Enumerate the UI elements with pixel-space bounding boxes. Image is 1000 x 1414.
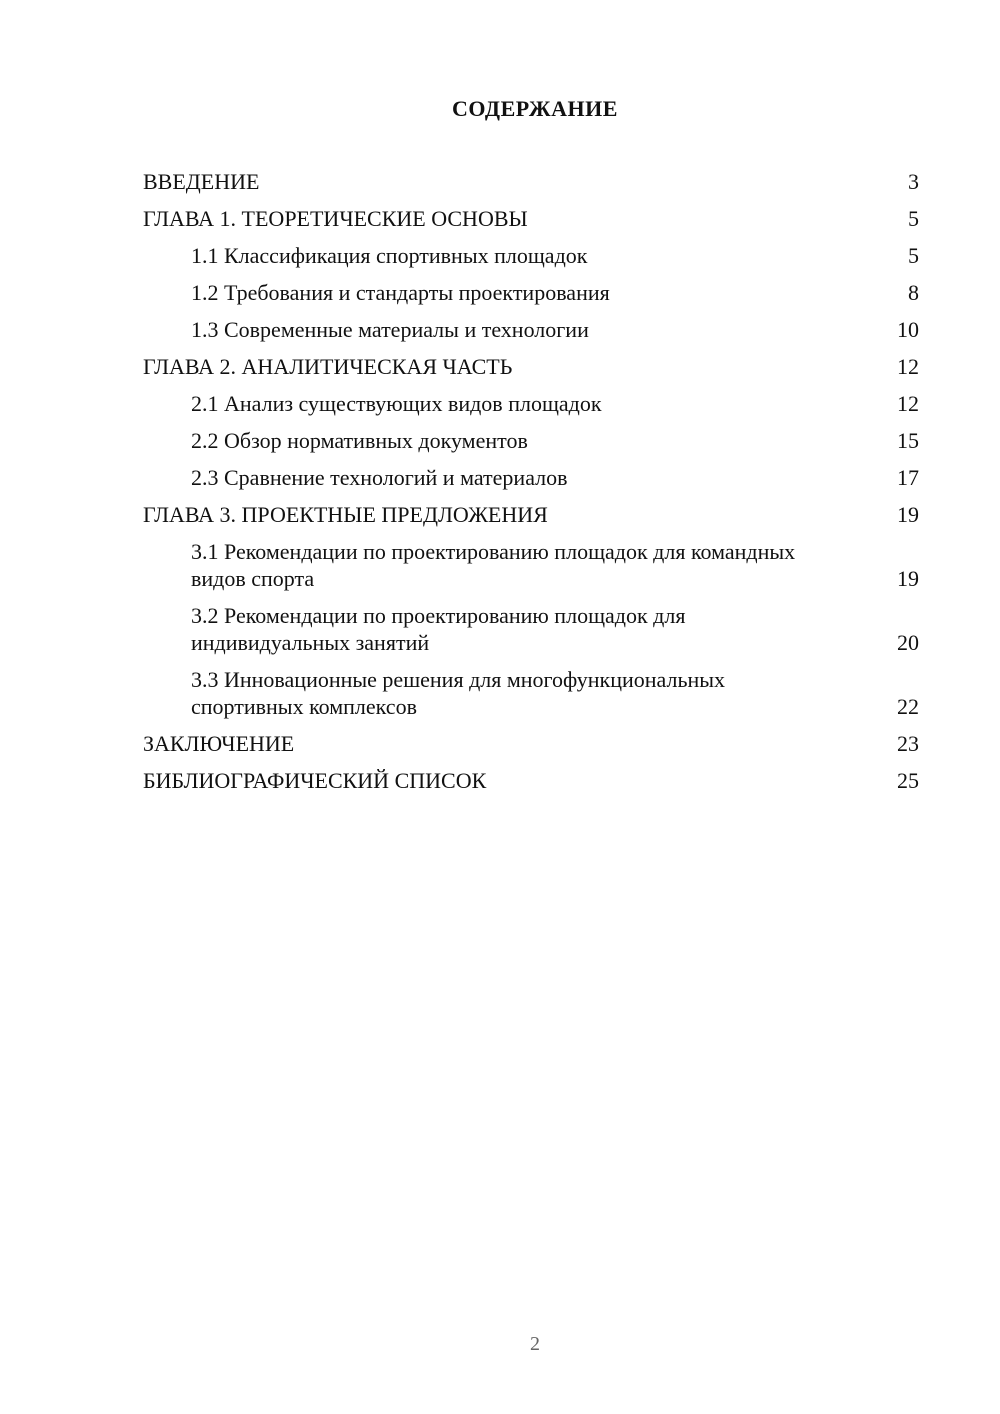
toc-entry-page: 5: [908, 243, 919, 268]
toc-entry-page: 3: [908, 169, 919, 194]
toc-subentry: [143, 538, 919, 592]
toc-entry: [143, 205, 919, 232]
toc-entry-page: 5: [908, 206, 919, 231]
toc-entry-text: ЗАКЛЮЧЕНИЕ: [143, 731, 295, 756]
toc-entry-page: 12: [897, 391, 919, 416]
toc-entry-page: 10: [897, 317, 919, 342]
toc-entry-text: 1.1 Классификация спортивных площадок: [191, 243, 588, 268]
table-of-contents: [143, 168, 919, 804]
toc-subentry: [143, 242, 919, 269]
toc-subentry: [143, 666, 919, 720]
toc-entry-page: 12: [897, 354, 919, 379]
toc-entry-page: 23: [897, 731, 919, 756]
toc-subentry: [143, 316, 919, 343]
toc-entry-page: 19: [897, 566, 919, 591]
page-title: СОДЕРЖАНИЕ: [452, 96, 618, 121]
toc-entry-page: 8: [908, 280, 919, 305]
toc-entry-text: ВВЕДЕНИЕ: [143, 169, 260, 194]
toc-entry-page: 20: [897, 630, 919, 655]
toc-entry: [143, 767, 919, 794]
toc-entry-text: ГЛАВА 2. АНАЛИТИЧЕСКАЯ ЧАСТЬ: [143, 354, 513, 379]
toc-subentry: [143, 464, 919, 491]
toc-entry-text: 2.2 Обзор нормативных документов: [191, 428, 528, 453]
page-number: 2: [530, 1333, 540, 1355]
toc-entry-text: 1.3 Современные материалы и технологии: [191, 317, 589, 342]
toc-entry-text: 2.3 Сравнение технологий и материалов: [191, 465, 568, 490]
toc-entry-page: 19: [897, 502, 919, 527]
toc-entry: [143, 730, 919, 757]
toc-entry-text: 2.1 Анализ существующих видов площадок: [191, 391, 602, 416]
toc-entry-page: 22: [897, 694, 919, 719]
toc-entry: [143, 353, 919, 380]
toc-entry-page: 25: [897, 768, 919, 793]
toc-subentry: [143, 279, 919, 306]
toc-entry-text: 3.2 Рекомендации по проектированию площадок для индивидуальных занятий: [191, 603, 686, 655]
toc-subentry: [143, 427, 919, 454]
toc-entry-text: 1.2 Требования и стандарты проектирования: [191, 280, 610, 305]
toc-entry: [143, 501, 919, 528]
toc-entry-text: БИБЛИОГРАФИЧЕСКИЙ СПИСОК: [143, 768, 487, 793]
toc-entry: [143, 168, 919, 195]
toc-entry-page: 17: [897, 465, 919, 490]
toc-subentry: [143, 390, 919, 417]
toc-subentry: [143, 602, 919, 656]
toc-entry-text: ГЛАВА 3. ПРОЕКТНЫЕ ПРЕДЛОЖЕНИЯ: [143, 502, 548, 527]
toc-entry-page: 15: [897, 428, 919, 453]
toc-entry-text: 3.3 Инновационные решения для многофункциональных спортивных комплексов: [191, 667, 726, 719]
toc-entry-text: 3.1 Рекомендации по проектированию площадок для командных видов спорта: [191, 539, 796, 591]
toc-entry-text: ГЛАВА 1. ТЕОРЕТИЧЕСКИЕ ОСНОВЫ: [143, 206, 528, 231]
